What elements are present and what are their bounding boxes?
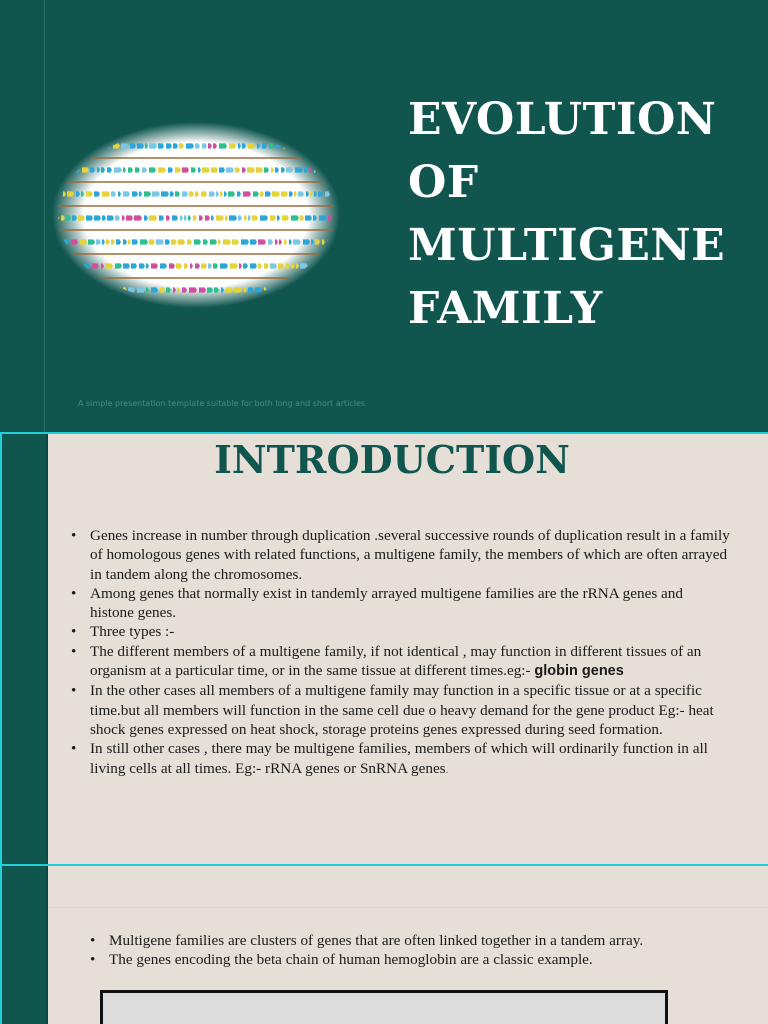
title-line: OF (408, 157, 479, 208)
gene-mark (335, 263, 340, 268)
gene-mark (223, 239, 231, 244)
gene-mark (202, 167, 210, 172)
gene-mark (260, 215, 268, 220)
bullet-item (90, 681, 730, 739)
gene-mark (293, 239, 301, 244)
bullet-item (90, 642, 730, 682)
introduction-slide (0, 432, 768, 866)
gene-mark (63, 287, 68, 292)
slide-side-bar (0, 434, 46, 864)
gene-mark (151, 287, 158, 292)
bullet-text: In still other cases , there may be multigene families, members of which will ordinarily function in all living cells at all times. Eg:- rRNA genes or SnRNA genes (90, 740, 708, 777)
bullet-item (90, 584, 730, 623)
gene-mark (114, 167, 122, 172)
gene-mark (216, 215, 224, 220)
gene-mark (79, 287, 85, 292)
gene-mark (60, 143, 64, 148)
gene-mark (199, 287, 206, 292)
slide-guide-line (44, 0, 45, 432)
bullet-text: Among genes that normally exist in tandemly arrayed multigene families are the rRNA genes and histone genes. (90, 584, 683, 622)
gene-mark (312, 143, 315, 148)
gene-mark (325, 167, 330, 172)
gene-mark (156, 239, 164, 244)
gene-mark (272, 191, 280, 196)
gene-mark (161, 191, 169, 196)
gene-mark (331, 143, 336, 148)
slide-title: INTRODUCTION (214, 437, 570, 482)
slide-side-bar (0, 866, 46, 1024)
gene-mark (90, 143, 96, 148)
bullet-list (90, 526, 730, 780)
gene-mark (54, 287, 61, 292)
bullet-item (109, 950, 729, 969)
gene-mark (310, 287, 318, 292)
bullet-item (90, 622, 730, 641)
gene-mark (324, 287, 331, 292)
gene-mark (66, 143, 69, 148)
gene-mark (229, 215, 237, 220)
gene-mark (258, 239, 266, 244)
gene-mark (137, 287, 145, 292)
bullet-text: Multigene families are clusters of genes that are often linked together in a tandem array. (109, 932, 644, 949)
gene-mark (65, 167, 68, 172)
gene-mark (121, 143, 129, 148)
gene-array-oval-graphic (52, 122, 340, 308)
gene-mark (325, 263, 333, 268)
side-bar-edge (46, 866, 48, 1024)
gene-mark (149, 143, 157, 148)
gene-mark (140, 239, 148, 244)
gene-mark (54, 263, 62, 268)
bullet-item (90, 739, 730, 780)
gene-mark (152, 191, 160, 196)
gene-mark (319, 215, 327, 220)
gene-mark (320, 287, 323, 292)
gene-mark (234, 287, 242, 292)
hemoglobin-gene-figure (100, 990, 668, 1024)
gene-mark (337, 143, 340, 148)
gene-mark (241, 239, 249, 244)
gene-mark (297, 143, 303, 148)
gene-mark (301, 287, 309, 292)
gene-mark (230, 263, 238, 268)
gene-mark (226, 287, 233, 292)
gene-mark (58, 167, 64, 172)
gene-mark (317, 143, 324, 148)
gene-mark (68, 263, 74, 268)
gene-mark (102, 191, 110, 196)
title-line: FAMILY (408, 283, 603, 334)
gene-mark (332, 167, 340, 172)
gene-mark (115, 263, 122, 268)
gene-mark (54, 167, 57, 172)
multigene-cluster-slide (0, 866, 768, 1024)
gene-mark (85, 143, 89, 148)
bullet-text: Genes increase in number through duplication .several successive rounds of duplication result in a family of homologous genes with related functions, a multigene family, the members of which are often arrayed in tandem along the chromosomes. (90, 527, 730, 583)
title-line: MULTIGENE (408, 220, 726, 271)
bullet-text: Three types :- (90, 623, 175, 641)
gene-mark (243, 191, 251, 196)
gene-mark (151, 263, 158, 268)
gene-mark (92, 287, 96, 292)
gene-mark (250, 263, 257, 268)
bullet-tail: . (445, 763, 449, 776)
gene-mark (64, 263, 67, 268)
gene-mark (158, 167, 166, 172)
gene-mark (54, 143, 59, 148)
gene-mark (291, 215, 299, 220)
gene-mark (123, 263, 130, 268)
gene-mark (295, 167, 303, 172)
title-slide (0, 0, 768, 432)
side-bar-edge (46, 434, 48, 864)
gene-mark (294, 287, 299, 292)
bullet-list (109, 931, 729, 970)
gene-mark (160, 263, 167, 268)
slide-subtitle: A simple presentation template suitable for both long and short articles (78, 399, 366, 408)
presentation-title (408, 88, 748, 340)
gene-mark (69, 287, 72, 292)
gene-mark (220, 263, 228, 268)
gene-mark (134, 215, 142, 220)
gene-mark (97, 287, 103, 292)
gene-mark (333, 287, 338, 292)
gene-mark (71, 143, 76, 148)
bullet-item (90, 526, 730, 584)
gene-mark (186, 143, 194, 148)
gene-mark (87, 287, 90, 292)
gene-mark (73, 287, 78, 292)
bullet-bold-term: globin genes (534, 663, 624, 680)
gene-mark (226, 167, 234, 172)
bullet-item (109, 931, 729, 950)
gene-mark (334, 239, 340, 244)
title-line: EVOLUTION (408, 94, 717, 145)
bullet-text: In the other cases all members of a multigene family may function in a specific tissue or at a specific time.but all members will function in the same cell due o heavy demand for the gene product Eg:- heat shock genes expressed on heat shock, storage proteins genes expressed during seed formation. (90, 682, 714, 738)
gene-mark (247, 167, 255, 172)
gene-mark (92, 263, 99, 268)
gene-mark (325, 143, 330, 148)
gene-mark (105, 263, 113, 268)
title-rule (48, 907, 768, 908)
bullet-text: The different members of a multigene family, if not identical , may function in different tissues of an organism at a particular time, or in the same tissue at different times.eg:- (90, 642, 702, 680)
gene-mark (219, 143, 227, 148)
gene-mark (189, 287, 197, 292)
bullet-text: The genes encoding the beta chain of human hemoglobin are a classic example. (109, 951, 593, 969)
gene-mark (304, 143, 311, 148)
gene-mark (288, 287, 292, 292)
gene-mark (78, 143, 84, 148)
gene-mark (149, 215, 157, 220)
